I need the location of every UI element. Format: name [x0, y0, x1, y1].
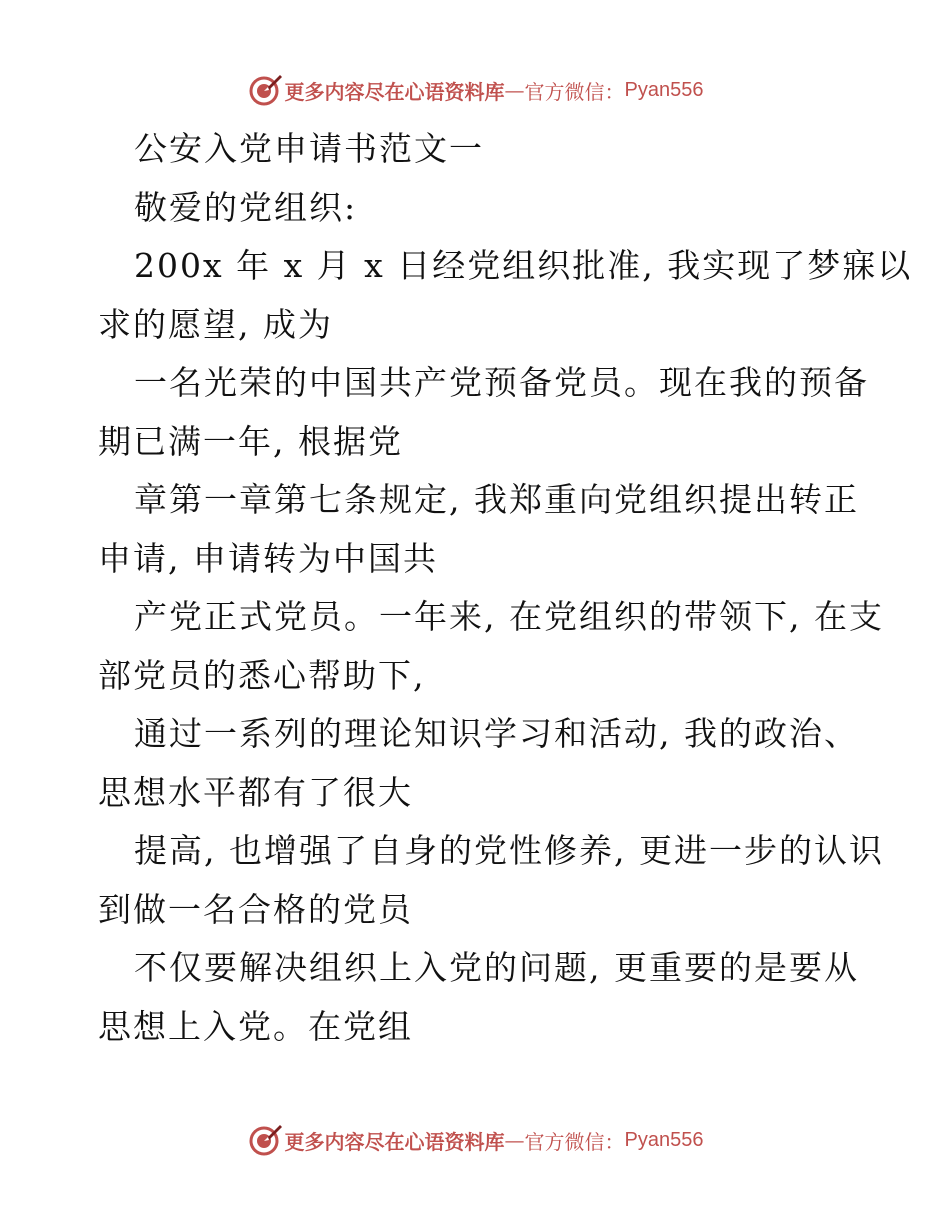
- paragraph-line: 求的愿望, 成为: [98, 304, 333, 344]
- paragraph-line: 申请, 申请转为中国共: [98, 538, 438, 578]
- document-title: 公安入党申请书范文一: [134, 129, 484, 168]
- paragraph-line: 提高, 也增强了自身的党性修养, 更进一步的认识: [134, 831, 884, 870]
- pen-circle-logo-icon: [247, 72, 283, 108]
- banner-separator: —: [504, 1128, 525, 1152]
- banner-separator: —: [504, 78, 525, 102]
- pen-circle-logo-icon: [247, 1122, 283, 1158]
- banner-main-text: 更多内容尽在心语资料库: [284, 1129, 505, 1154]
- document-body: [98, 120, 913, 1056]
- paragraph-line: 期已满一年, 根据党: [98, 421, 403, 461]
- paragraph-line: 一名光荣的中国共产党预备党员。现在我的预备: [134, 363, 869, 402]
- banner-main-text: 更多内容尽在心语资料库: [284, 79, 505, 104]
- paragraph-line: 通过一系列的理论知识学习和活动, 我的政治、: [134, 714, 859, 753]
- header-banner: [0, 68, 950, 112]
- banner-wechat-label: 官方微信：: [524, 79, 625, 104]
- banner-wechat-label: 官方微信：: [524, 1129, 625, 1154]
- salutation: 敬爱的党组织:: [134, 187, 358, 227]
- paragraph-line: 思想上入党。在党组: [98, 1006, 413, 1046]
- paragraph-line: 章第一章第七条规定, 我郑重向党组织提出转正: [134, 480, 859, 519]
- footer-banner: [0, 1118, 950, 1162]
- paragraph-line: 部党员的悉心帮助下,: [98, 655, 426, 695]
- paragraph-line: 产党正式党员。一年来, 在党组织的带领下, 在支: [134, 597, 884, 636]
- paragraph-line: 到做一名合格的党员: [98, 889, 413, 929]
- banner-wechat-id: Pyan556: [624, 78, 704, 101]
- paragraph-line: 思想水平都有了很大: [98, 772, 413, 812]
- paragraph-line: 200x 年 x 月 x 日经党组织批准, 我实现了梦寐以: [134, 246, 913, 285]
- paragraph-line: 不仅要解决组织上入党的问题, 更重要的是要从: [134, 948, 859, 987]
- banner-wechat-id: Pyan556: [624, 1128, 704, 1151]
